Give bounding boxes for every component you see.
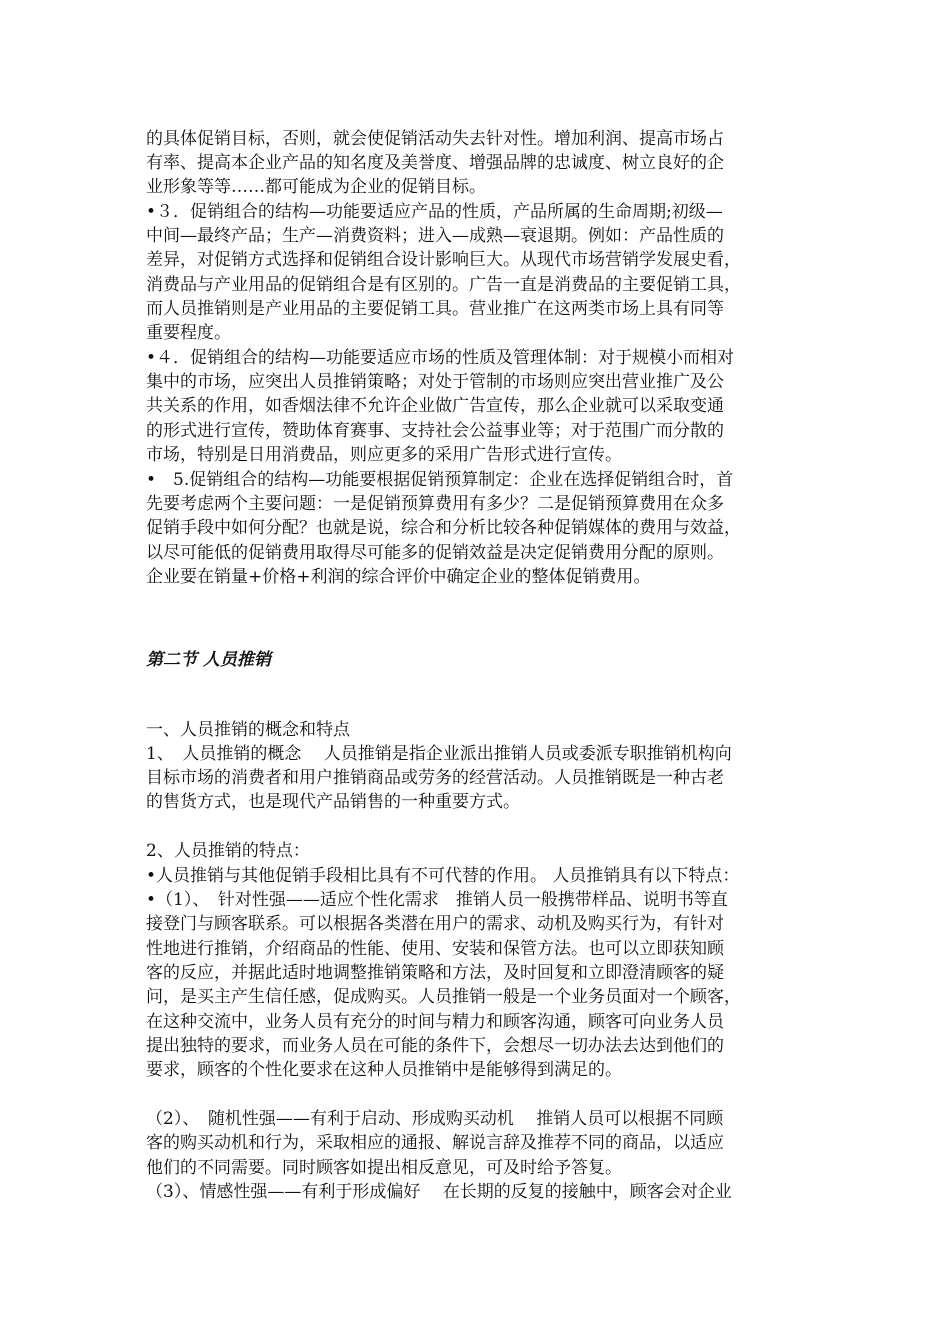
text-line: 他们的不同需要。同时顾客如提出相反意见，可及时给予答复。: [146, 1158, 622, 1178]
text-line: 客的反应，并据此适时地调整推销策略和方法，及时回复和立即澄清顾客的疑: [146, 963, 724, 983]
text-line: 市场，特别是日用消费品，则应更多的采用广告形式进行宣传。: [146, 445, 622, 465]
text-line: 促销手段中如何分配？也就是说，综合和分析比较各种促销媒体的费用与效益，: [146, 518, 741, 538]
text-line: 问，是买主产生信任感，促成购买。人员推销一般是一个业务员面对一个顾客，: [146, 987, 741, 1007]
section-heading: 第二节 人员推销: [146, 650, 271, 670]
text-line: 1、 人员推销的概念 人员推销是指企业派出推销人员或委派专职推销机构向: [146, 744, 732, 764]
text-line: •人员推销与其他促销手段相比具有不可代替的作用。 人员推销具有以下特点：: [146, 866, 740, 886]
text-line: 有率、提高本企业产品的知名度及美誉度、增强品牌的忠诚度、树立良好的企: [146, 153, 724, 173]
text-line: •（1）、 针对性强——适应个性化需求 推销人员一般携带样品、说明书等直: [146, 890, 728, 910]
text-line: 在这种交流中，业务人员有充分的时间与精力和顾客沟通，顾客可向业务人员: [146, 1012, 724, 1032]
text-line: 的具体促销目标，否则，就会使促销活动失去针对性。增加利润、提高市场占: [146, 129, 724, 149]
text-line: 集中的市场，应突出人员推销策略；对处于管制的市场则应突出营业推广及公: [146, 372, 724, 392]
text-line: 客的购买动机和行为，采取相应的通报、解说言辞及推荐不同的商品，以适应: [146, 1133, 724, 1153]
text-line: • 5.促销组合的结构—功能要根据促销预算制定：企业在选择促销组合时，首: [146, 470, 734, 490]
text-line: 业形象等等……都可能成为企业的促销目标。: [146, 177, 486, 197]
text-line: •３．促销组合的结构—功能要适应产品的性质，产品所属的生命周期;初级—: [146, 202, 723, 222]
text-line: 的售货方式，也是现代产品销售的一种重要方式。: [146, 792, 520, 812]
text-line: 而人员推销则是产业用品的主要促销工具。营业推广在这两类市场上具有同等: [146, 299, 724, 319]
text-line: 企业要在销量+价格+利润的综合评价中确定企业的整体促销费用。: [146, 567, 651, 587]
text-line: 性地进行推销，介绍商品的性能、使用、安装和保管方法。也可以立即获知顾: [146, 939, 724, 959]
text-line: 2、人员推销的特点：: [146, 841, 310, 861]
text-line: 先要考虑两个主要问题：一是促销预算费用有多少？二是促销预算费用在众多: [146, 494, 724, 514]
text-line: 要求，顾客的个性化要求在这种人员推销中是能够得到满足的。: [146, 1060, 622, 1080]
text-line: 以尽可能低的促销费用取得尽可能多的促销效益是决定促销费用分配的原则。: [146, 543, 724, 563]
text-line: （2）、 随机性强——有利于启动、形成购买动机 推销人员可以根据不同顾: [146, 1109, 724, 1129]
text-line: 差异，对促销方式选择和促销组合设计影响巨大。从现代市场营销学发展史看，: [146, 250, 741, 270]
text-line: 目标市场的消费者和用户推销商品或劳务的经营活动。人员推销既是一种古老: [146, 768, 724, 788]
text-line: •４．促销组合的结构—功能要适应市场的性质及管理体制：对于规模小而相对: [146, 348, 735, 368]
text-line: 的形式进行宣传，赞助体育赛事、支持社会公益事业等；对于范围广而分散的: [146, 421, 724, 441]
text-line: 消费品与产业用品的促销组合是有区别的。广告一直是消费品的主要促销工具，: [146, 275, 741, 295]
text-line: 接登门与顾客联系。可以根据各类潜在用户的需求、动机及购买行为，有针对: [146, 914, 724, 934]
text-line: 中间—最终产品；生产—消费资料；进入—成熟—衰退期。例如：产品性质的: [146, 226, 724, 246]
text-line: 重要程度。: [146, 323, 231, 343]
text-line: 一、人员推销的概念和特点: [146, 720, 350, 740]
text-line: （3）、情感性强——有利于形成偏好 在长期的反复的接触中，顾客会对企业: [146, 1182, 732, 1202]
text-line: 共关系的作用，如香烟法律不允许企业做广告宣传，那么企业就可以采取变通: [146, 396, 724, 416]
text-line: 提出独特的要求，而业务人员在可能的条件下，会想尽一切办法去达到他们的: [146, 1036, 724, 1056]
